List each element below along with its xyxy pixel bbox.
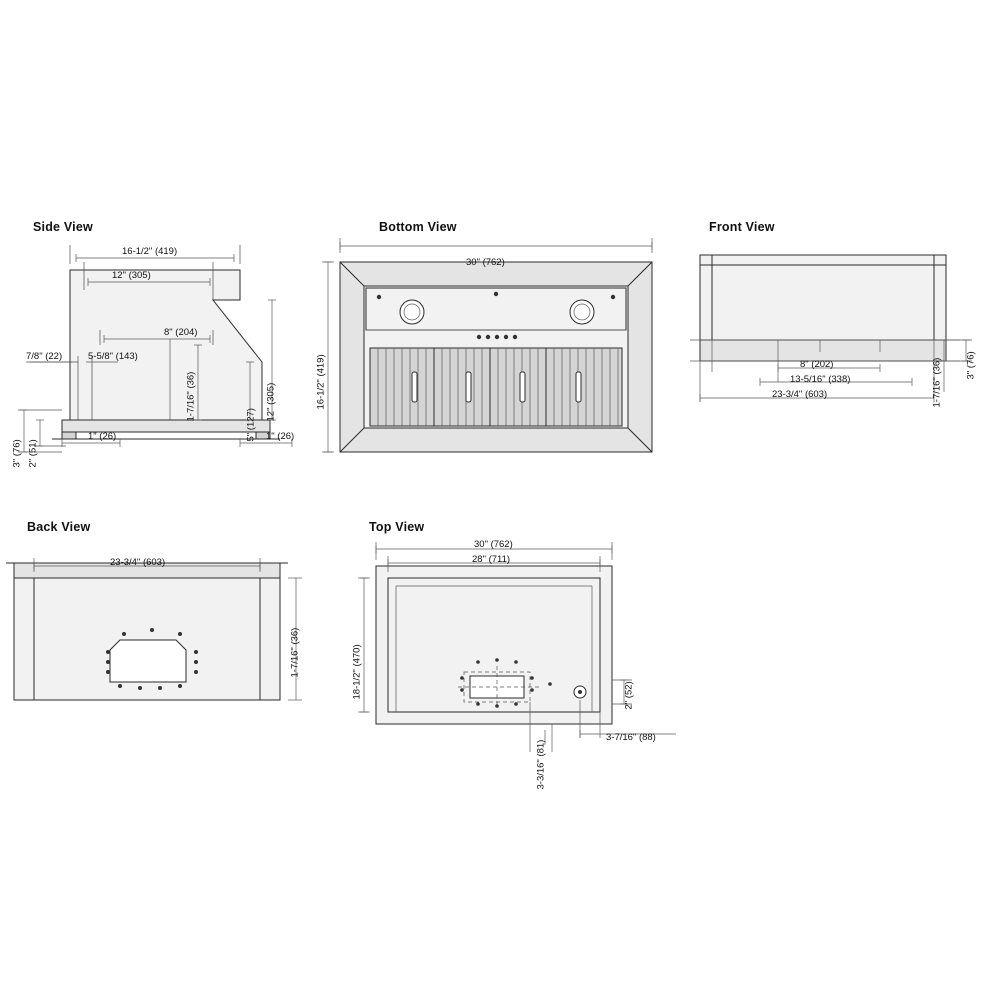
dim-side-7-8: 7/8" (22) xyxy=(26,351,63,362)
dim-front-23-3-4: 23-3/4" (603) xyxy=(772,389,828,400)
dim-top-18-1-2: 18-1/2" (470) xyxy=(351,644,363,700)
dim-side-3: 3" (76) xyxy=(11,439,23,468)
dim-back-1-7-16: 1-7/16" (36) xyxy=(289,627,301,678)
dim-side-2: 2" (51) xyxy=(27,439,39,468)
dim-front-3: 3" (76) xyxy=(965,351,977,380)
dim-side-1-right: 1" (26) xyxy=(266,431,295,442)
dim-side-8: 8" (204) xyxy=(164,327,198,338)
dim-side-5: 5" (127) xyxy=(245,408,257,442)
dim-front-1-7-16: 1-7/16" (36) xyxy=(931,357,943,408)
top-view-geometry xyxy=(358,539,676,752)
dim-front-8: 8" (202) xyxy=(800,359,834,370)
view-title-bottom-view: Bottom View xyxy=(379,220,457,234)
dim-bottom-16-1-2: 16-1/2" (419) xyxy=(315,354,327,410)
dim-side-1-7-16: 1-7/16" (36) xyxy=(185,371,197,422)
dim-top-3-3-16: 3-3/16" (81) xyxy=(535,739,547,790)
view-title-back-view: Back View xyxy=(27,520,91,534)
dim-side-12-width: 12" (305) xyxy=(112,270,151,281)
dim-top-2: 2" (52) xyxy=(623,681,635,710)
dim-top-30: 30" (762) xyxy=(474,539,513,550)
dim-top-28: 28" (711) xyxy=(472,554,511,565)
view-title-top-view: Top View xyxy=(369,520,425,534)
dim-bottom-30: 30" (762) xyxy=(466,257,505,268)
dim-side-16-1-2: 16-1/2" (419) xyxy=(122,246,178,257)
dim-side-5-5-8: 5-5/8" (143) xyxy=(88,351,138,362)
view-title-side-view: Side View xyxy=(33,220,93,234)
dim-side-12-height: 12" (305) xyxy=(265,382,277,422)
view-title-front-view: Front View xyxy=(709,220,775,234)
dim-top-3-7-16: 3-7/16" (88) xyxy=(606,732,656,743)
dim-side-1-left: 1" (26) xyxy=(88,431,117,442)
dim-front-13-5-16: 13-5/16" (338) xyxy=(790,374,851,385)
bottom-view-geometry xyxy=(322,238,652,452)
dim-back-23-3-4: 23-3/4" (603) xyxy=(110,557,166,568)
back-view-geometry xyxy=(6,558,302,700)
